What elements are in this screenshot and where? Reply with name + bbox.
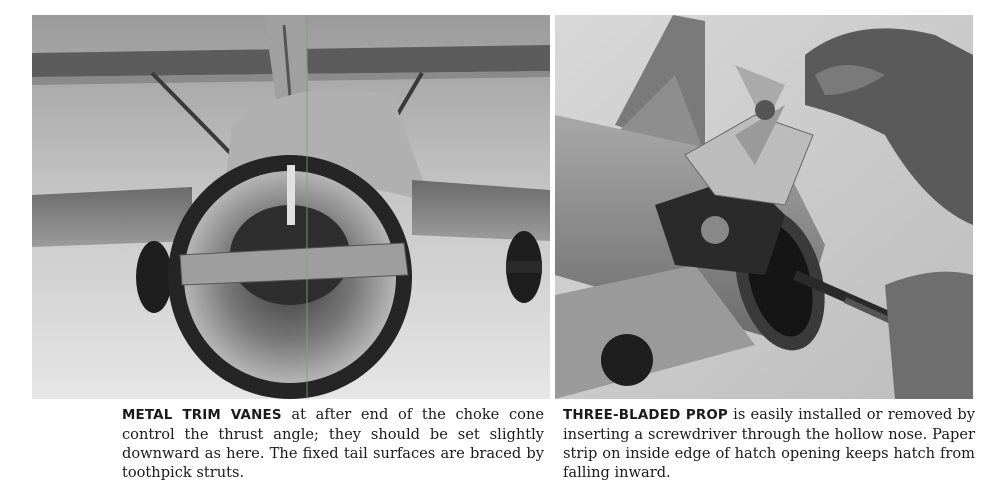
caption-heading-three-bladed-prop: THREE-BLADED PROP	[563, 408, 728, 423]
caption-three-bladed-prop	[563, 405, 975, 482]
photo-trim-vanes	[32, 15, 550, 399]
caption-trim-vanes	[122, 405, 544, 482]
photo-three-bladed-prop	[555, 15, 973, 399]
caption-heading-trim-vanes: METAL TRIM VANES	[122, 408, 282, 423]
prop-photo-image	[555, 15, 973, 399]
trim-vanes-photo-image	[32, 15, 550, 399]
caption-text-trim-vanes: at after end of the choke cone control the thrust angle; they should be set slightly downward as here. The fixed tail surfaces are braced by toothpick struts.	[122, 406, 544, 481]
caption-text-three-bladed-prop: is easily installed or removed by inserting a screwdriver through the hollow nose. Paper strip on inside edge of hatch opening keeps hatch from falling inward.	[563, 406, 975, 481]
